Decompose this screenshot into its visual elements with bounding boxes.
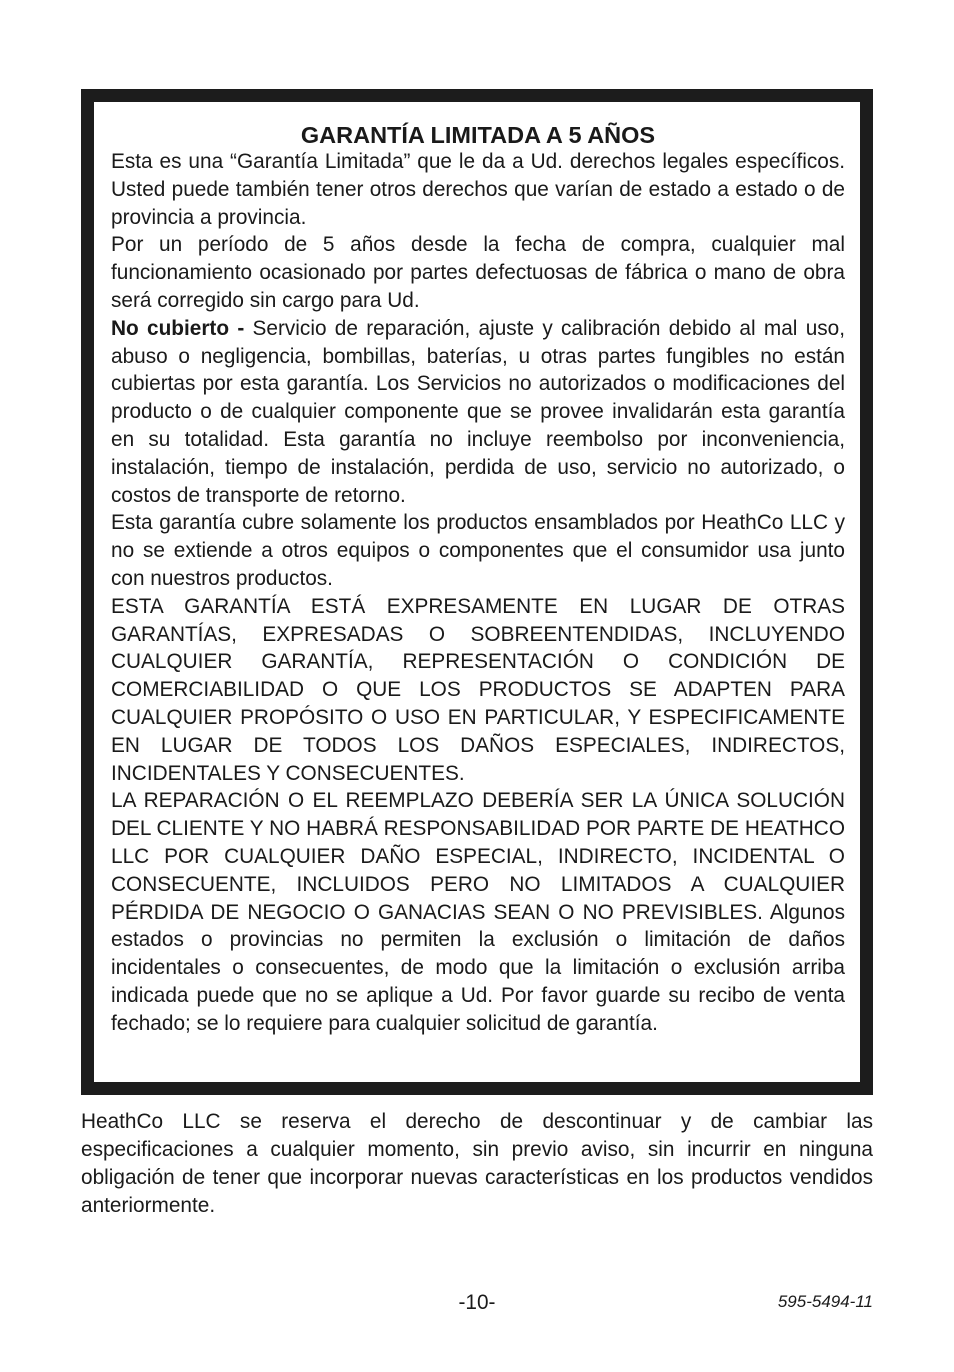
warranty-box-inner — [91, 99, 863, 1085]
document-code: 595-5494-11 — [777, 1292, 873, 1311]
warranty-title: GARANTÍA LIMITADA A 5 AÑOS — [300, 122, 656, 148]
not-covered-label: No cubierto - — [111, 316, 245, 340]
warranty-paragraph-liability: LA REPARACIÓN O EL REEMPLAZO DEBERÍA SER LA ÚNICA SOLUCIÓN DEL CLIENTE Y NO HABRÁ RESPONSABILIDAD POR PARTE DE HEATHCO LLC POR CUALQUIER DAÑO ESPECIAL, INDIRECTO, INCIDENTAL O CONSECUENTE, INCLUIDOS PERO NO LIMITADOS A CUALQUIER PÉRDIDA DE NEGOCIO O GANACIAS SEAN O NO PREVISIBLES. Algunos estados o provincias no permiten la exclusión o limitación de daños incidentales o consecuentes, de modo que la limitación o exclusión arriba indicada puede que no se aplique a Ud. Por favor guarde su recibo de venta fechado; se lo requiere para cualquier solicitud de garantía. — [111, 789, 845, 1035]
warranty-paragraph-not-covered — [111, 315, 845, 510]
page-number: -10- — [458, 1291, 496, 1314]
warranty-paragraph-scope: Esta garantía cubre solamente los productos ensamblados por HeathCo LLC y no se extiende a otros equipos o componentes que el consumidor usa junto con nuestros productos. — [111, 511, 845, 590]
not-covered-text: Servicio de reparación, ajuste y calibración debido al mal uso, abuso o negligencia, bombillas, baterías, u otras partes fungibles no están cubiertas por esta garantía. Los Servicios no autorizados o modificaciones del producto o de cualquier componente que se provee invalidarán esta garantía en su totalidad. Esta garantía no incluye reembolso por inconveniencia, instalación, tiempo de instalación, perdida de uso, servicio no autorizado, o costos de transporte de retorno. — [111, 316, 845, 507]
specifications-notice: HeathCo LLC se reserva el derecho de descontinuar y de cambiar las especificaciones a cualquier momento, sin previo aviso, sin incurrir en ninguna obligación de tener que incorporar nuevas características en los productos vendidos anteriormente. — [81, 1110, 873, 1217]
warranty-paragraph-disclaimer: ESTA GARANTÍA ESTÁ EXPRESAMENTE EN LUGAR DE OTRAS GARANTÍAS, EXPRESADAS O SOBREENTENDIDAS, INCLUYENDO CUALQUIER GARANTÍA, REPRESENTACIÓN O CONDICIÓN DE COMERCIABILIDAD O QUE LOS PRODUCTOS SE ADAPTEN PARA CUALQUIER PROPÓSITO O USO EN PARTICULAR, Y ESPECIFICAMENTE EN LUGAR DE TODOS LOS DAÑOS ESPECIALES, INDIRECTOS, INCIDENTALES Y CONSECUENTES. — [111, 594, 845, 785]
warranty-paragraph-coverage: Por un período de 5 años desde la fecha de compra, cualquier mal funcionamiento ocasionado por partes defectuosas de fábrica o mano de obra será corregido sin cargo para Ud. — [111, 233, 845, 312]
warranty-paragraph-intro: Esta es una “Garantía Limitada” que le da a Ud. derechos legales específicos. Usted puede también tener otros derechos que varían de estado a estado o de provincia a provincia. — [111, 150, 845, 229]
warranty-box — [81, 89, 873, 1095]
warranty-content — [111, 120, 845, 1038]
